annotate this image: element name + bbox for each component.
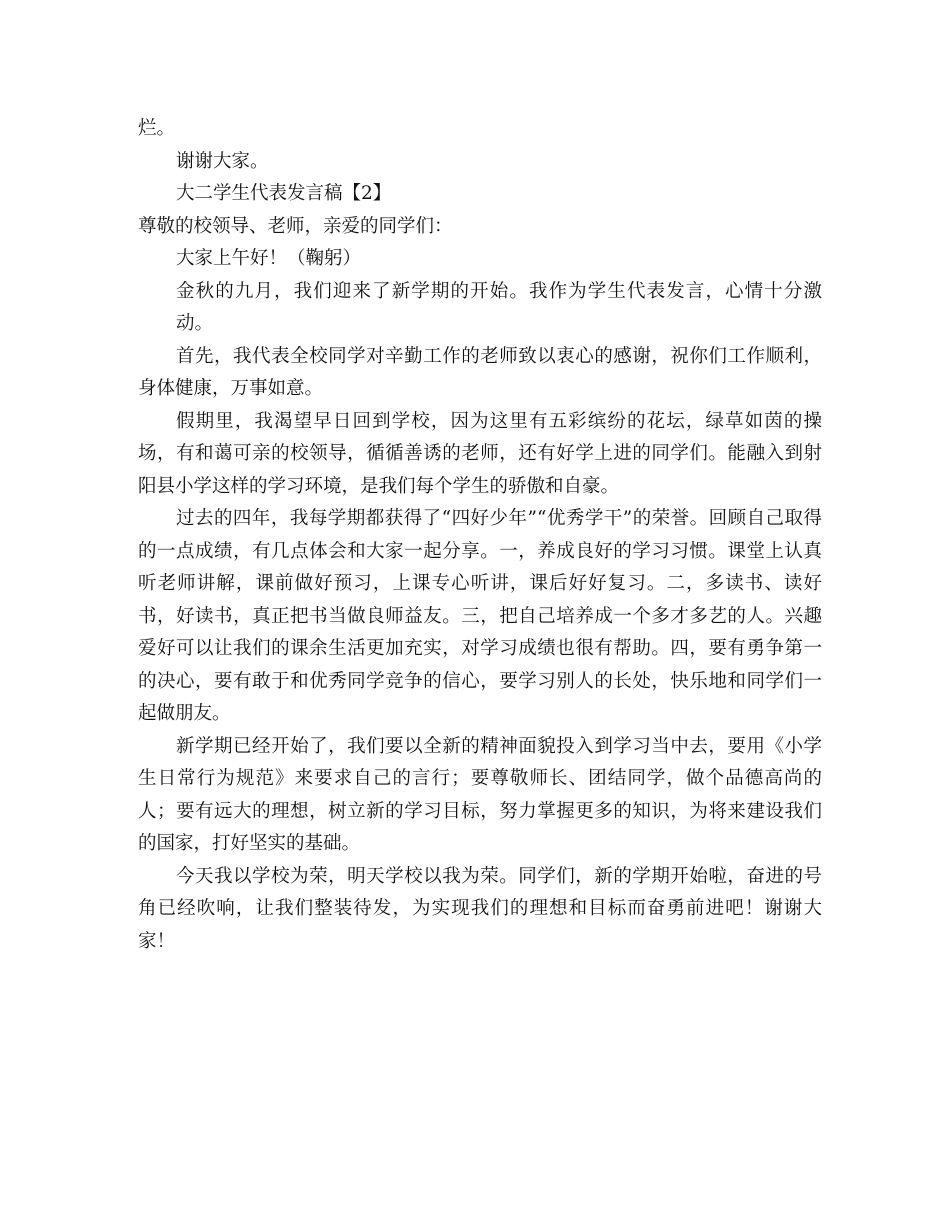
- paragraph-holiday: 假期里，我渴望早日回到学校，因为这里有五彩缤纷的花坛，绿草如茵的操场，有和蔼可亲的校领导，循循善诱的老师，还有好学上进的同学们。能融入到射阳县小学这样的学习环境，是我们每个学生的骄傲和自豪。: [138, 410, 822, 497]
- paragraph-opening: 金秋的九月，我们迎来了新学期的开始。我作为学生代表发言，心情十分激动。: [176, 280, 822, 334]
- paragraph-thanks: 谢谢大家。: [176, 150, 269, 172]
- salutation: 尊敬的校领导、老师，亲爱的同学们：: [138, 215, 453, 237]
- greeting: 大家上午好！（鞠躬）: [176, 248, 362, 269]
- paragraph-closing: 今天我以学校为荣，明天学校以我为荣。同学们，新的学期开始啦，奋进的号角已经吹响，让我们整装待发，为实现我们的理想和目标而奋勇前进吧！谢谢大家！: [138, 865, 822, 952]
- paragraph-continuation: 烂。: [138, 118, 176, 139]
- section-heading: 大二学生代表发言稿【2】: [176, 183, 392, 204]
- paragraph-new-term: 新学期已经开始了，我们要以全新的精神面貌投入到学习当中去，要用《小学生日常行为规范》来要求自己的言行；要尊敬师长、团结同学，做个品德高尚的人；要有远大的理想，树立新的学习目标，努力掌握更多的知识，为将来建设我们的国家，打好坚实的基础。: [138, 735, 822, 854]
- paragraph-experience: 过去的四年，我每学期都获得了“四好少年”“优秀学干”的荣誉。回顾自己取得的一点成绩，有几点体会和大家一起分享。一，养成良好的学习习惯。课堂上认真听老师讲解，课前做好预习，上课专心听讲，课后好好复习。二，多读书、读好书，好读书，真正把书当做良师益友。三，把自己培养成一个多才多艺的人。兴趣爱好可以让我们的课余生活更加充实，对学习成绩也很有帮助。四，要有勇争第一的决心，要有敢于和优秀同学竞争的信心，要学习别人的长处，快乐地和同学们一起做朋友。: [138, 508, 822, 724]
- paragraph-gratitude: 首先，我代表全校同学对辛勤工作的老师致以衷心的感谢，祝你们工作顺利，身体健康，万事如意。: [138, 345, 822, 399]
- document-body: [138, 113, 822, 958]
